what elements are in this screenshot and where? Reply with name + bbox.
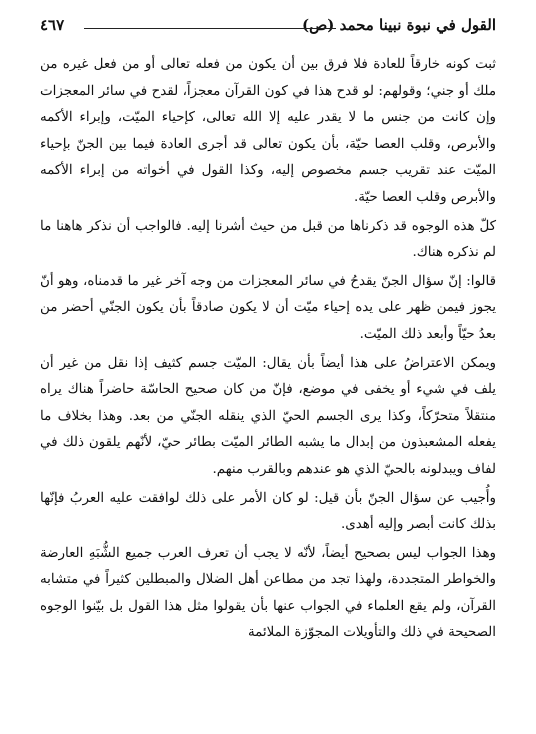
- paragraph: قالوا: إنّ سؤال الجنّ يقدحُ في سائر المعجزات من وجه آخر غير ما قدمناه، وهو أنّ يجوز فيمن ظهر على يده إحياء ميّت أن لا يكون صادقاً بأن يكون الجنّي أحضر من بعدُ حيّاً وأبعد ذلك الميّت.: [40, 273, 496, 342]
- paragraph: ويمكن الاعتراضُ على هذا أيضاً بأن يقال: الميّت جسم كثيف إذا نقل من غير أن يلف في شيء أو يخفى في موضع، فإنّ من كان صحيح الحاسّة حاضراً هناك يراه منتقلاً متحرّكاً، وكذا يرى الجسم الحيّ الذي ينقله الجنّي من بعد. وهذا بخلاف ما يفعله المشعبذون من إبدال ما يشبه الطائر الميّت بطائر حيّ، لأنّهم يلقون ذلك في لفاف ويبدلونه بالحيّ الذي هو عندهم وبالقرب منهم.: [40, 355, 496, 477]
- body-text: [40, 52, 496, 647]
- page-header: [40, 14, 496, 40]
- paragraph: كلّ هذه الوجوه قد ذكرناها من قبل من حيث أشرنا إليه. فالواجب أن نذكر هاهنا ما لم نذكره هناك.: [40, 218, 496, 261]
- running-title: القول في نبوة نبينا محمد (ص): [302, 16, 496, 34]
- paragraph: وهذا الجواب ليس بصحيح أيضاً، لأنّه لا يجب أن تعرف العرب جميع الشُّبَهِ العارضة والخواطر المتجددة، ولهذا تجد من مطاعن أهل الضلال والمبطلين كثيراً في متشابه القرآن، ولم يقع العلماء في الجواب عنها بأن يقولوا مثل هذا القول بل بيّنوا الوجوه الصحيحة في ذلك والتأويلات المجوّزة الملائمة: [40, 545, 496, 641]
- page-number: ٤٦٧: [40, 16, 65, 34]
- paragraph: ثبت كونه خارقاً للعادة فلا فرق بين أن يكون من فعله تعالى أو من فعل غيره من ملك أو جني؛ وقولهم: لو قدح هذا في كون القرآن معجزاً، لقدح في سائر المعجزات وإن كانت من جنس ما لا يقدر عليه إلا الله تعالى، كإحياء الميّت، وإبراء الأكمه والأبرص، وقلب العصا حيّة، بأن يكون تعالى قد أجرى العادة فيما بين الجنّ بإحياء الميّت عند تقريب جسم مخصوص إليه، وكذا القول في أخواته من إبراء الأكمه والأبرص وقلب العصا حيّة.: [40, 57, 496, 205]
- header-rule: [84, 28, 336, 29]
- paragraph: وأُجيب عن سؤال الجنّ بأن قيل: لو كان الأمر على ذلك لوافقت عليه العربُ فإنّها بذلك كانت أبصر وإليه أهدى.: [40, 490, 496, 533]
